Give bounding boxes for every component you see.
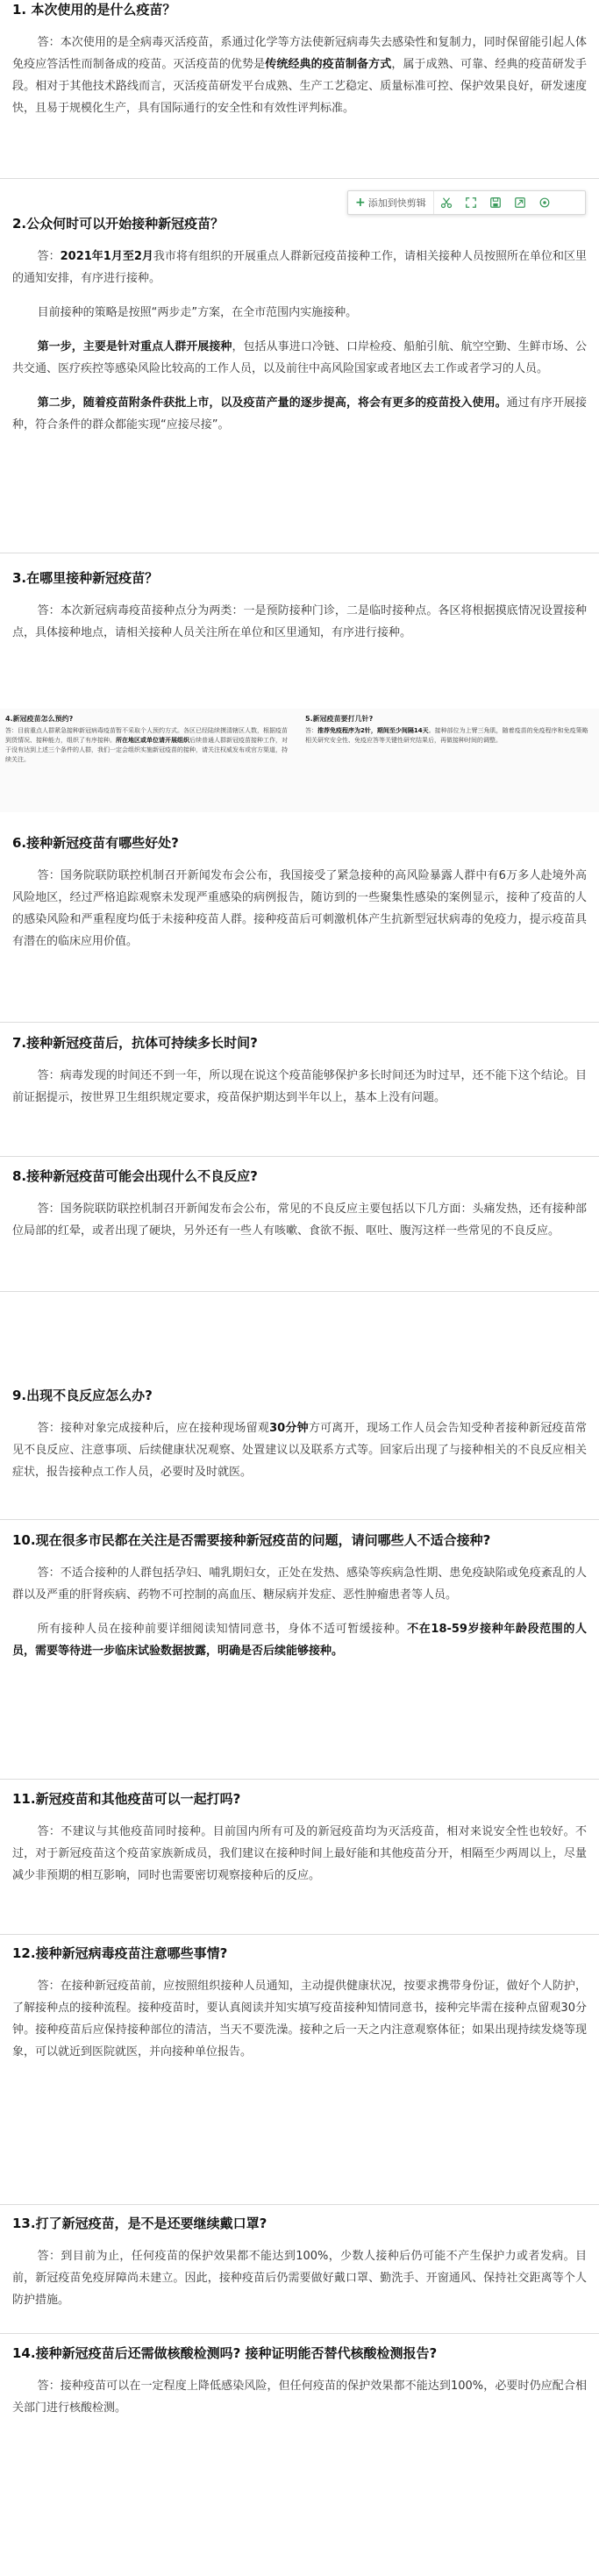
answer-paragraph (0, 1562, 599, 1606)
section-divider (0, 1022, 599, 1023)
add-to-clip-button[interactable] (348, 191, 434, 214)
text-run: 。接种部位为上臂三角肌，随着疫苗的免疫程序和免疫策略相关研究安全性、免疫应答等关键性研究结果后，再做接种时间的调整。 (305, 727, 588, 744)
image-title: 4.新冠疫苗怎么预约? (5, 715, 74, 723)
answer-paragraph (0, 865, 599, 953)
answer-paragraph (0, 1417, 599, 1483)
bold-text-run: 2021年1月至2月 (60, 250, 153, 263)
section-divider (0, 1291, 599, 1292)
section-title: 10.现在很多市民都在关注是否需要接种新冠疫苗的问题，请问哪些人不适合接种? (12, 1532, 491, 1548)
answer-paragraph (0, 1198, 599, 1242)
bold-text-run: 所在地区或单位请开展组织 (116, 737, 189, 744)
section-title: 12.接种新冠病毒疫苗注意哪些事情? (12, 1945, 228, 1961)
answer-paragraph (0, 246, 599, 289)
section-12 (0, 1944, 599, 2075)
add-to-clip-label: 添加到快剪辑 (367, 197, 426, 209)
section-11 (0, 1789, 599, 1899)
answer-paragraph (0, 1821, 599, 1887)
text-run: 后续普通人群新冠疫苗接种工作，对于没有达到上述三个条件的人群，我们一定会组织实施新冠疫苗的接种，请关注权威发布或官方渠道，持续关注。 (5, 737, 288, 763)
text-run: 答：在接种新冠疫苗前，应按照组织接种人员通知，主动提供健康状况，按要求携带身份证，做好个人防护，了解接种点的接种流程。接种疫苗时，要认真阅读并知实填写疫苗接种知情同意书，接种完毕需在接种点留观30分钟。接种疫苗后应保持接种部位的清洁，当天不要洗澡。接种之后一天之内注意观察体征；如果出现持续发烧等现象，可以就近到医院就医，并向接种单位报告。 (12, 1980, 587, 2059)
image-right-panel (300, 709, 599, 812)
section-8 (0, 1167, 599, 1254)
section-divider (0, 2204, 599, 2205)
text-run: 通过有序开展接种，符合条件的群众都能实现“应接尽接”。 (12, 396, 587, 432)
text-run: 答： (37, 250, 61, 263)
text-run: 答：不适合接种的人群包括孕妇、哺乳期妇女，正处在发热、感染等疾病急性期、患免疫缺陷或免疫紊乱的人群以及严重的肝肾疾病、药物不可控制的高血压、糖尿病并发症、恶性肿瘤患者等人员。 (12, 1566, 587, 1602)
answer-paragraph (0, 600, 599, 644)
section-10 (0, 1531, 599, 1674)
text-run: 答：国务院联防联控机制召开新闻发布会公布，常见的不良反应主要包括以下几方面：头痛发热，还有接种部位局部的红晕，或者出现了硬块，另外还有一些人有咳嗽、食欲不振、呕吐、腹泻这样一些常见的不良反应。 (12, 1202, 587, 1238)
image-right-text (300, 724, 599, 746)
section-divider (0, 1779, 599, 1780)
settings-icon[interactable] (532, 191, 557, 214)
answer-paragraph (0, 32, 599, 119)
floating-toolbar (347, 190, 586, 215)
section-title: 8.接种新冠疫苗可能会出现什么不良反应? (12, 1168, 258, 1184)
section-13 (0, 2214, 599, 2323)
scissors-icon[interactable] (434, 191, 459, 214)
section-title: 11.新冠疫苗和其他疫苗可以一起打吗? (12, 1791, 241, 1807)
bold-text-run: 传统经典的疫苗制备方式 (265, 58, 392, 71)
text-run: 方可离开，现场工作人员会告知受种者接种新冠疫苗常见不良反应、注意事项、后续健康状况观察、处置建议以及联系方式等。回家后出现了与接种相关的不良反应相关症状，报告接种点工作人员，必要时及时就医。 (12, 1422, 587, 1479)
text-run: 答：本次新冠病毒疫苗接种点分为两类：一是预防接种门诊，二是临时接种点。各区将根据摸底情况设置接种点，具体接种地点，请相关接种人员关注所在单位和区里通知，有序进行接种。 (12, 604, 587, 639)
text-run: ，包括从事进口冷链、口岸检疫、船舶引航、航空空勤、生鲜市场、公共交通、医疗疾控等感染风险比较高的工作人员，以及前往中高风险国家或者地区去工作或者学习的人员。 (12, 340, 587, 375)
text-run: 答：不建议与其他疫苗同时接种。目前国内所有可及的新冠疫苗均为灭活疫苗，相对来说安全性也较好。不过，对于新冠疫苗这个疫苗家族新成员，我们建议在接种时间上最好能和其他疫苗分开，相隔至少两周以上，尽量减少非预期的相互影响，同时也需要密切观察接种后的反应。 (12, 1825, 587, 1882)
expand-icon[interactable] (459, 191, 483, 214)
bold-text-run: 不在18-59岁接种年龄段范围的人员，需要等待进一步临床试验数据披露，明确是否后续能够接种。 (12, 1623, 587, 1658)
section-title: 2.公众何时可以开始接种新冠疫苗？ (12, 216, 225, 232)
answer-paragraph (0, 1975, 599, 2063)
answer-paragraph (0, 2245, 599, 2311)
section-7 (0, 1033, 599, 1121)
section-14 (0, 2344, 599, 2431)
section-title: 7.接种新冠疫苗后，抗体可持续多长时间? (12, 1035, 258, 1051)
text-run: 答：本次使用的是全病毒灭活疫苗，系通过化学等方法使新冠病毒失去感染性和复制力，同时保留能引起人体免疫应答活性而制备成的疫苗。灭活疫苗的优势是 (12, 36, 587, 71)
section-divider (0, 2333, 599, 2334)
image-left-text (0, 724, 298, 765)
section-title: 6.接种新冠疫苗有哪些好处? (12, 835, 179, 851)
answer-paragraph (0, 302, 599, 324)
answer-paragraph (0, 336, 599, 380)
share-icon[interactable] (508, 191, 532, 214)
section-9 (0, 1386, 599, 1495)
text-run: 答： (305, 727, 317, 734)
section-divider (0, 178, 599, 179)
section-3 (0, 568, 599, 656)
bold-text-run: 推荐免疫程序为2针，期间至少间隔14天 (317, 727, 429, 734)
section-title: 13.打了新冠疫苗，是不是还要继续戴口罩? (12, 2216, 267, 2231)
section-title: 1. 本次使用的是什么疫苗？ (12, 2, 176, 18)
embedded-image (0, 709, 599, 812)
answer-paragraph (0, 392, 599, 436)
section-2 (0, 214, 599, 448)
section-title: 14.接种新冠疫苗后还需做核酸检测吗? 接种证明能否替代核酸检测报告? (12, 2345, 438, 2361)
text-run: 目前接种的策略是按照“两步走”方案，在全市范围内实施接种。 (37, 306, 358, 319)
text-run: 答：接种疫苗可以在一定程度上降低感染风险，但任何疫苗的保护效果都不能达到100%，必要时仍应配合相关部门进行核酸检测。 (12, 2380, 587, 2415)
save-icon[interactable] (483, 191, 508, 214)
section-divider (0, 1156, 599, 1157)
text-run: 答：目前重点人群紧急接种新冠病毒疫苗暂不采取个人预约方式。各区已经陆续摸清辖区人数，根据疫苗到货情况、接种能力，组织了有序接种。 (5, 727, 288, 744)
answer-paragraph (0, 1065, 599, 1109)
text-run: 答：接种对象完成接种后，应在接种现场留观 (37, 1422, 270, 1435)
section-title: 9.出现不良反应怎么办? (12, 1388, 153, 1403)
image-left-panel (0, 709, 298, 812)
text-run: 所有接种人员在接种前要详细阅读知情同意书，身体不适可暂缓接种。 (37, 1623, 408, 1636)
section-1 (0, 0, 599, 132)
text-run: 答：国务院联防联控机制召开新闻发布会公布，我国接受了紧急接种的高风险暴露人群中有6万多人赴境外高风险地区，经过严格追踪观察未发现严重感染的病例报告，随访到的一些聚集性感染的案例显示，接种了疫苗的人的感染风险和严重程度均低于未接种疫苗人群。接种疫苗后可刺激机体产生抗新型冠状病毒的免疫力，提示疫苗具有潜在的临床应用价值。 (12, 869, 587, 948)
text-run: 我市将有组织的开展重点人群新冠疫苗接种工作，请相关接种人员按照所在单位和区里的通知安排，有序进行接种。 (12, 250, 587, 285)
bold-text-run: 第二步，随着疫苗附条件获批上市，以及疫苗产量的逐步提高，将会有更多的疫苗投入使用。 (37, 396, 507, 410)
text-run: 答：病毒发现的时间还不到一年，所以现在说这个疫苗能够保护多长时间还为时过早，还不能下这个结论。目前证据提示，按世界卫生组织规定要求，疫苗保护期达到半年以上，基本上没有问题。 (12, 1069, 587, 1104)
bold-text-run: 30分钟 (269, 1422, 309, 1435)
image-right-title: 5.新冠疫苗要打几针? (305, 715, 374, 723)
text-run: 答：到目前为止，任何疫苗的保护效果都不能达到100%，少数人接种后仍可能不产生保护力或者发病。目前，新冠疫苗免疫屏障尚未建立。因此，接种疫苗后仍需要做好戴口罩、勤洗手、开窗通风、保持社交距离等个人防护措施。 (12, 2250, 587, 2307)
section-6 (0, 833, 599, 965)
plus-icon: + (355, 196, 366, 210)
text-run: ，属于成熟、可靠、经典的疫苗研发手段。相对于其他技术路线而言，灭活疫苗研发平台成熟、生产工艺稳定、质量标准可控、保护效果良好，研发速度快，且易于规模化生产，具有国际通行的安全性和有效性评判标准。 (12, 58, 587, 115)
section-divider (0, 1519, 599, 1520)
answer-paragraph (0, 2375, 599, 2419)
section-title: 3.在哪里接种新冠疫苗？ (12, 570, 159, 586)
answer-paragraph (0, 1618, 599, 1662)
bold-text-run: 第一步，主要是针对重点人群开展接种 (37, 340, 232, 353)
section-divider (0, 1934, 599, 1935)
